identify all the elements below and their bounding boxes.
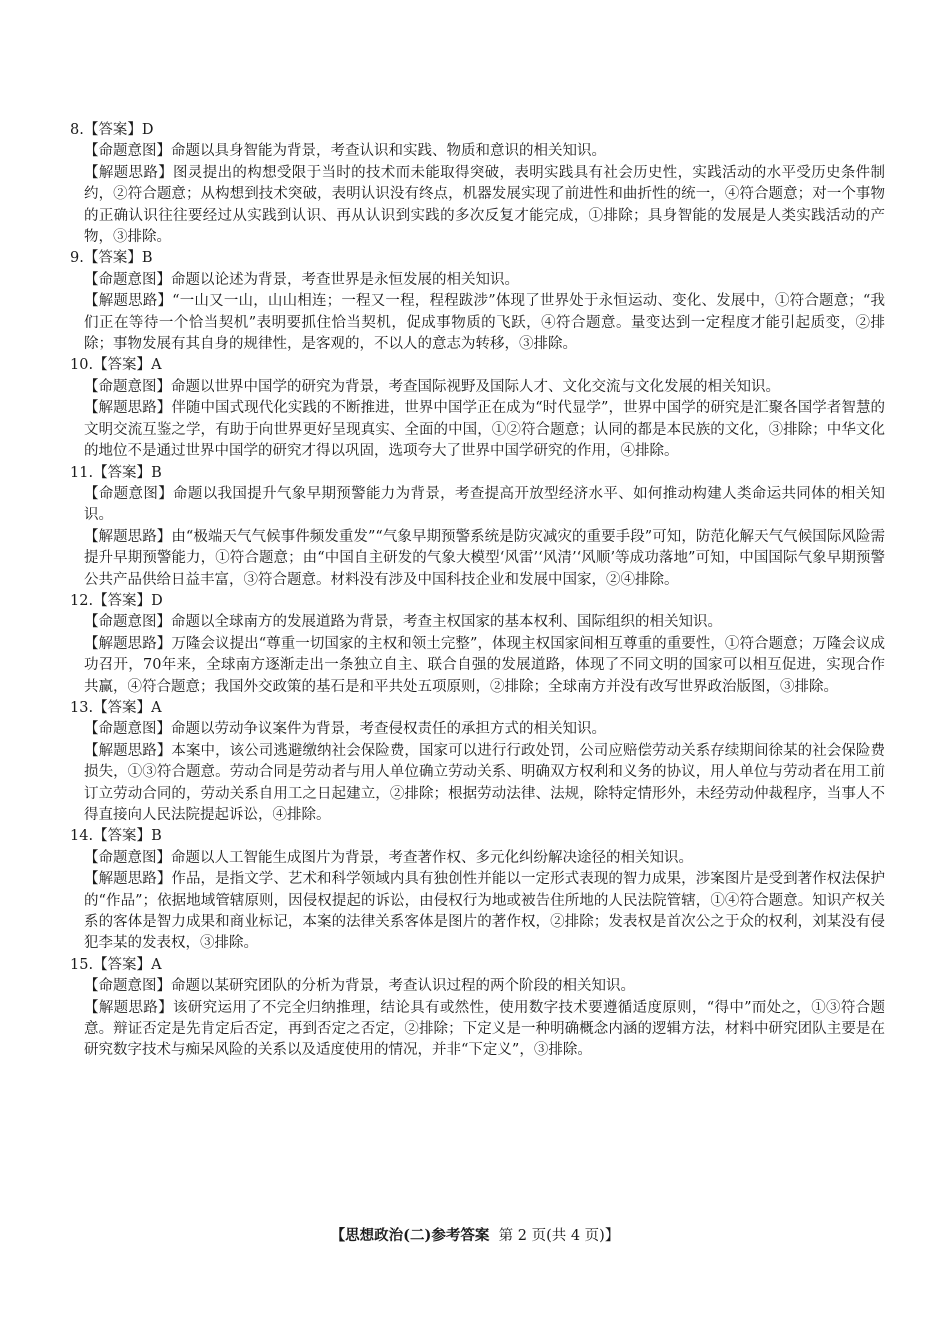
intent-line <box>84 612 885 633</box>
analysis-line <box>84 527 885 591</box>
question-15 <box>70 955 885 1062</box>
question-number: 14. <box>70 828 94 845</box>
question-number: 12. <box>70 592 94 609</box>
answer-tag: 【答案】 <box>93 828 152 845</box>
intent-tag: 【命题意图】 <box>84 849 171 866</box>
answer-tag: 【答案】 <box>93 357 152 374</box>
intent-text: 命题以论述为背景，考查世界是永恒发展的相关知识。 <box>171 271 519 288</box>
intent-text: 命题以世界中国学的研究为背景，考查国际视野及国际人才、文化交流与文化发展的相关知识。 <box>171 378 780 395</box>
intent-line <box>84 270 885 291</box>
intent-text: 命题以我国提升气象早期预警能力为背景，考查提高开放型经济水平、如何推动构建人类命运共同体的相关知识。 <box>84 485 886 524</box>
footer-title: 【思想政治(二)参考答案 <box>330 1227 490 1244</box>
question-number: 13. <box>70 699 94 716</box>
answer-line <box>70 826 885 847</box>
analysis-line <box>84 741 885 827</box>
analysis-text: “一山又一山，山山相连；一程又一程，程程跋涉”体现了世界处于永恒运动、变化、发展中，①符合题意；“我们正在等待一个恰当契机”表明要抓住恰当契机，促成事物质的飞跃，④符合题意。量变达到一定程度才能引起质变，②排除；事物发展有其自身的规律性，是客观的，不以人的意志为转移，③排除。 <box>84 293 885 353</box>
analysis-tag: 【解题思路】 <box>84 528 172 545</box>
answer-line <box>70 955 885 976</box>
analysis-tag: 【解题思路】 <box>84 293 173 310</box>
intent-tag: 【命题意图】 <box>84 721 171 738</box>
analysis-tag: 【解题思路】 <box>84 742 172 759</box>
question-number: 10. <box>70 357 94 374</box>
analysis-line <box>84 634 885 698</box>
question-number: 15. <box>70 956 94 973</box>
analysis-text: 本案中，该公司逃避缴纳社会保险费，国家可以进行行政处罚，公司应赔偿劳动关系存续期间徐某的社会保险费损失，①③符合题意。劳动合同是劳动者与用人单位确立劳动关系、明确双方权利和义务的协议，用人单位与劳动者在用工前订立劳动合同的，劳动关系自用工之日起建立，②排除；根据劳动法律、法规，除特定情形外，未经劳动仲裁程序，当事人不得直接向人民法院提起诉讼，④排除。 <box>84 742 885 823</box>
analysis-line <box>84 398 885 462</box>
answer-line <box>70 698 885 719</box>
answer-line <box>70 120 885 141</box>
answer-value: A <box>151 357 162 374</box>
answer-tag: 【答案】 <box>93 956 152 973</box>
intent-line <box>84 377 885 398</box>
answer-line <box>70 591 885 612</box>
analysis-tag: 【解题思路】 <box>84 871 172 888</box>
intent-text: 命题以具身智能为背景，考查认识和实践、物质和意识的相关知识。 <box>171 143 606 160</box>
analysis-text: 万隆会议提出“尊重一切国家的主权和领土完整”，体现主权国家间相互尊重的重要性，①符合题意；万隆会议成功召开，70年来，全球南方逐渐走出一条独立自主、联合自强的发展道路，体现了不同文明的国家可以相互促进，实现合作共赢，④符合题意；我国外交政策的基石是和平共处五项原则，②排除；全球南方并没有改写世界政治版图，③排除。 <box>84 635 886 695</box>
intent-line <box>84 141 885 162</box>
intent-line <box>84 719 885 740</box>
question-number: 8. <box>70 122 84 138</box>
answer-value: B <box>141 250 153 267</box>
analysis-tag: 【解题思路】 <box>84 164 174 181</box>
analysis-text: 作品，是指文学、艺术和科学领域内具有独创性并能以一定形式表现的智力成果，涉案图片是受到著作权法保护的“作品”；依据地域管辖原则，因侵权提起的诉讼，由侵权行为地或被告住所地的人民法院管辖，①④符合题意。知识产权关系的客体是智力成果和商业标记，本案的法律关系客体是图片的著作权，②排除；发表权是首次公之于众的权利，刘某没有侵犯李某的发表权，③排除。 <box>84 871 885 952</box>
answer-line <box>70 463 885 484</box>
intent-line <box>84 976 885 997</box>
intent-tag: 【命题意图】 <box>84 614 171 631</box>
answer-tag: 【答案】 <box>93 699 152 716</box>
intent-text: 命题以劳动争议案件为背景，考查侵权责任的承担方式的相关知识。 <box>171 721 606 738</box>
answer-line <box>70 248 885 269</box>
page-footer <box>0 1226 950 1246</box>
intent-tag: 【命题意图】 <box>84 485 174 502</box>
answer-value: A <box>151 699 162 716</box>
answer-value: B <box>151 464 162 481</box>
intent-line <box>84 484 885 527</box>
answer-tag: 【答案】 <box>83 250 142 267</box>
intent-text: 命题以人工智能生成图片为背景，考查著作权、多元化纠纷解决途径的相关知识。 <box>171 849 693 866</box>
question-11 <box>70 463 885 591</box>
analysis-line <box>84 291 885 355</box>
answer-value: D <box>151 592 163 609</box>
intent-tag: 【命题意图】 <box>84 271 171 288</box>
question-number: 9. <box>70 250 84 267</box>
question-9 <box>70 248 885 355</box>
answer-tag: 【答案】 <box>93 592 152 609</box>
question-13 <box>70 698 885 826</box>
analysis-text: 由“极端天气气候事件频发重发”“气象早期预警系统是防灾减灾的重要手段”可知，防范化解天气气候国际风险需提升早期预警能力，①符合题意；由“中国自主研发的气象大模型‘风雷’‘风清’‘风顺’等成功落地”可知，中国国际气象早期预警公共产品供给日益丰富，③符合题意。材料没有涉及中国科技企业和发展中国家，②④排除。 <box>84 528 885 588</box>
intent-tag: 【命题意图】 <box>84 978 171 995</box>
footer-page-number: 第 2 页(共 4 页)】 <box>498 1228 620 1244</box>
analysis-tag: 【解题思路】 <box>84 400 172 417</box>
question-10 <box>70 355 885 462</box>
answer-tag: 【答案】 <box>93 464 152 481</box>
analysis-tag: 【解题思路】 <box>84 635 172 652</box>
question-number: 11. <box>70 464 94 481</box>
answer-line <box>70 355 885 376</box>
answer-value: D <box>141 122 154 138</box>
answer-content <box>70 120 885 1062</box>
answer-value: B <box>151 828 162 845</box>
analysis-line <box>84 163 885 249</box>
analysis-text: 图灵提出的构想受限于当时的技术而未能取得突破，表明实践具有社会历史性，实践活动的水平受历史条件制约，②符合题意；从构想到技术突破，表明认识没有终点，机器发展实现了前进性和曲折性的统一，④符合题意；对一个事物的正确认识往往要经过从实践到认识、再从认识到实践的多次反复才能完成，①排除；具身智能的发展是人类实践活动的产物，③排除。 <box>84 164 886 246</box>
intent-tag: 【命题意图】 <box>84 143 171 160</box>
analysis-text: 伴随中国式现代化实践的不断推进，世界中国学正在成为“时代显学”，世界中国学的研究是汇聚各国学者智慧的文明交流互鉴之学，有助于向世界更好呈现真实、全面的中国，①②符合题意；认同的都是本民族的文化，③排除；中华文化的地位不是通过世界中国学的研究才得以巩固，选项夸大了世界中国学研究的作用，④排除。 <box>84 400 886 460</box>
analysis-line <box>84 998 885 1062</box>
intent-text: 命题以某研究团队的分析为背景，考查认识过程的两个阶段的相关知识。 <box>171 978 635 995</box>
question-14 <box>70 826 885 954</box>
analysis-tag: 【解题思路】 <box>84 999 173 1016</box>
intent-line <box>84 848 885 869</box>
answer-value: A <box>151 956 162 973</box>
question-12 <box>70 591 885 698</box>
answer-tag: 【答案】 <box>83 122 142 138</box>
intent-tag: 【命题意图】 <box>84 378 171 395</box>
analysis-text: 该研究运用了不完全归纳推理，结论具有或然性，使用数字技术要遵循适度原则，“得中”而处之，①③符合题意。辩证否定是先肯定后否定，再到否定之否定，②排除；下定义是一种明确概念内涵的逻辑方法，材料中研究团队主要是在研究数字技术与痴呆风险的关系以及适度使用的情况，并非“下定义”，③排除。 <box>84 999 885 1059</box>
analysis-line <box>84 869 885 955</box>
question-8 <box>70 120 885 248</box>
intent-text: 命题以全球南方的发展道路为背景，考查主权国家的基本权利、国际组织的相关知识。 <box>171 614 722 631</box>
